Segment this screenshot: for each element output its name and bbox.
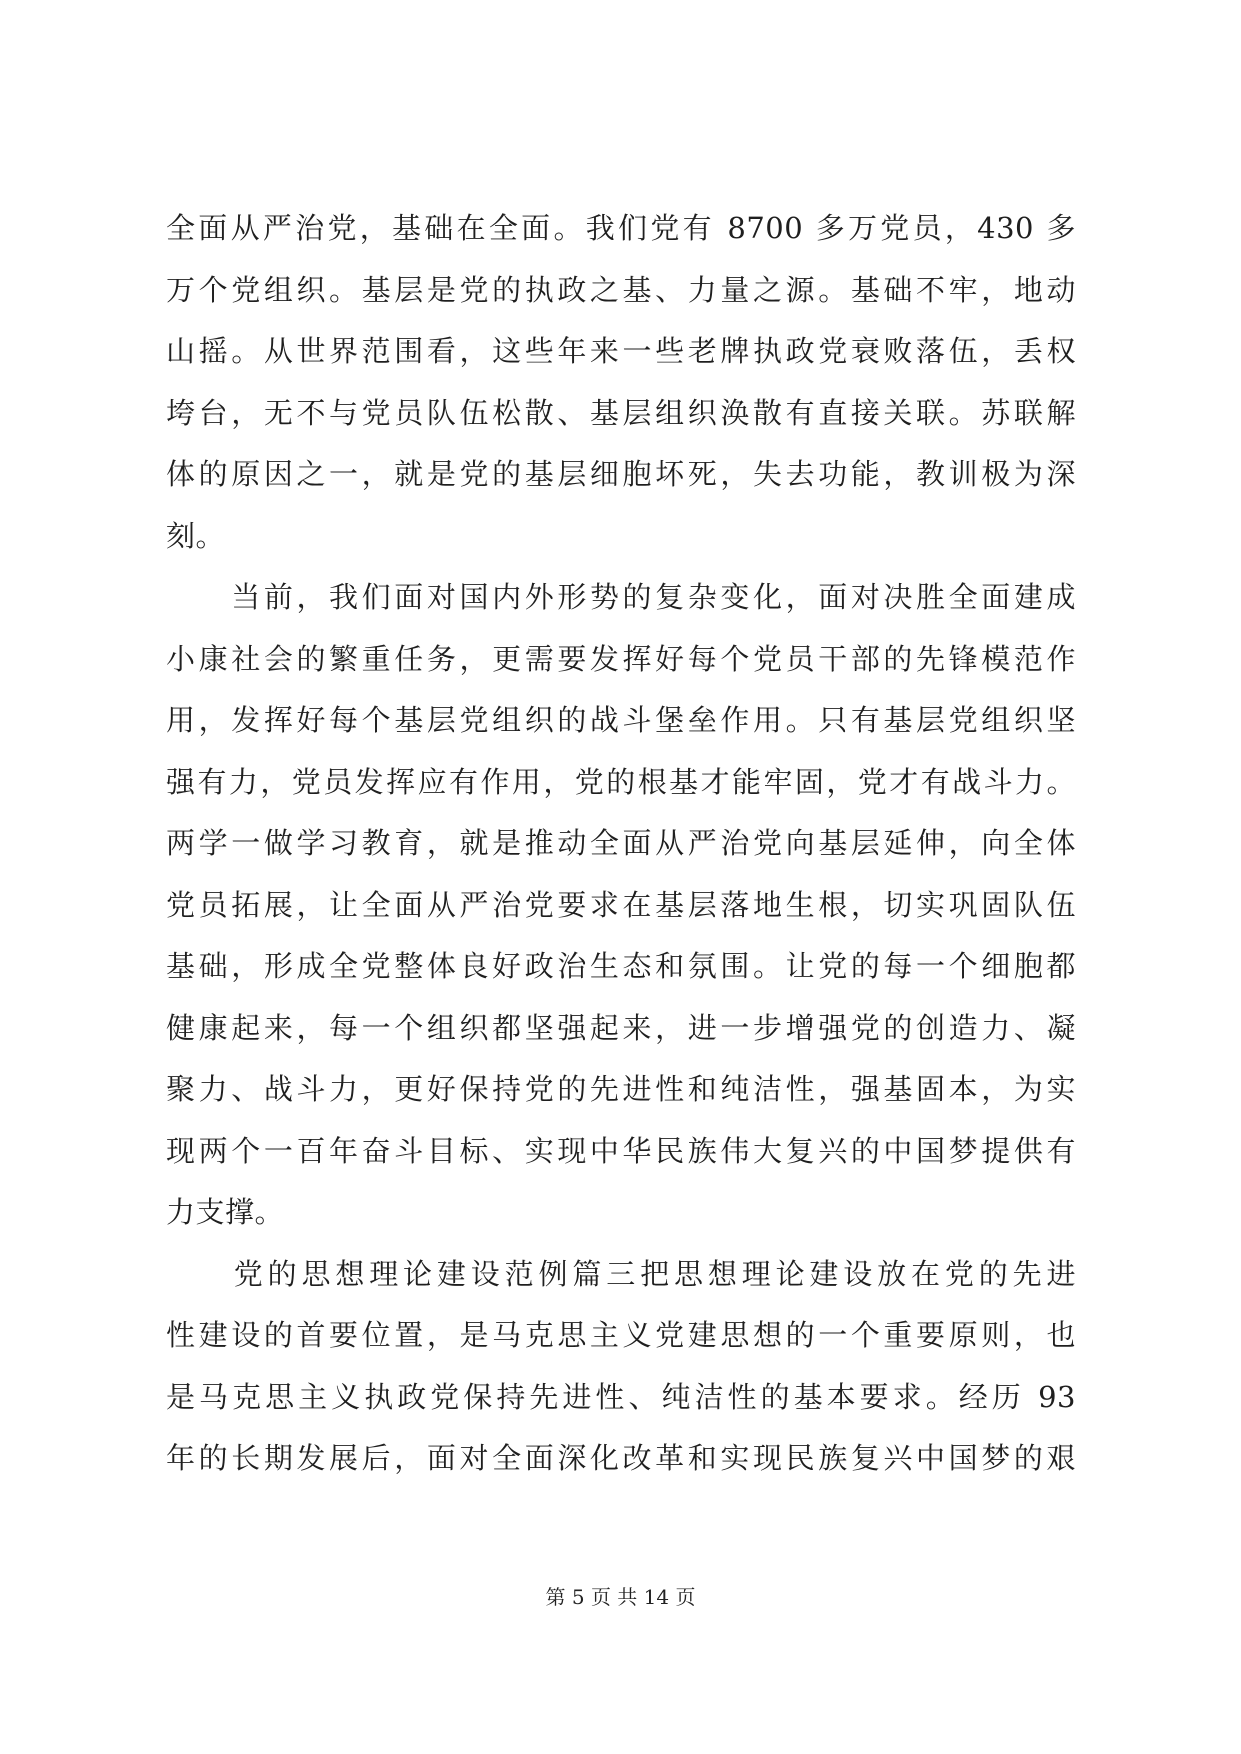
text-line: 基础，形成全党整体良好政治生态和氛围。让党的每一个细胞都	[166, 949, 1076, 983]
page-footer: 第 5 页 共 14 页	[545, 1585, 696, 1609]
text-line: 万个党组织。基层是党的执政之基、力量之源。基础不牢，地动	[166, 272, 1076, 307]
text-line: 是马克思主义执政党保持先进性、纯洁性的基本要求。经历 93	[166, 1379, 1076, 1414]
text-line: 当前，我们面对国内外形势的复杂变化，面对决胜全面建成	[166, 580, 1076, 614]
text-line: 党员拓展，让全面从严治党要求在基层落地生根，切实巩固队伍	[166, 887, 1076, 922]
text-line: 强有力，党员发挥应有作用，党的根基才能牢固，党才有战斗力。	[166, 764, 1076, 799]
text-line: 垮台，无不与党员队伍松散、基层组织涣散有直接关联。苏联解	[166, 395, 1076, 430]
text-line: 力支撑。	[166, 1195, 285, 1229]
text-line: 山摇。从世界范围看，这些年来一些老牌执政党衰败落伍，丢权	[166, 334, 1076, 368]
text-line: 全面从严治党，基础在全面。我们党有 8700 多万党员，430 多	[166, 211, 1076, 245]
text-line: 年的长期发展后，面对全面深化改革和实现民族复兴中国梦的艰	[166, 1441, 1076, 1475]
text-line: 聚力、战斗力，更好保持党的先进性和纯洁性，强基固本，为实	[166, 1072, 1076, 1106]
text-line: 党的思想理论建设范例篇三把思想理论建设放在党的先进	[166, 1256, 1076, 1291]
text-line: 现两个一百年奋斗目标、实现中华民族伟大复兴的中国梦提供有	[166, 1133, 1076, 1168]
text-line: 用，发挥好每个基层党组织的战斗堡垒作用。只有基层党组织坚	[166, 703, 1076, 737]
text-line: 体的原因之一，就是党的基层细胞坏死，失去功能，教训极为深	[166, 457, 1076, 491]
document-body	[166, 198, 1076, 1490]
text-line: 性建设的首要位置，是马克思主义党建思想的一个重要原则，也	[166, 1318, 1076, 1352]
text-line: 两学一做学习教育，就是推动全面从严治党向基层延伸，向全体	[166, 826, 1076, 860]
text-line: 刻。	[166, 518, 226, 553]
text-line: 健康起来，每一个组织都坚强起来，进一步增强党的创造力、凝	[166, 1010, 1076, 1045]
text-line: 小康社会的繁重任务，更需要发挥好每个党员干部的先锋模范作	[166, 641, 1076, 676]
